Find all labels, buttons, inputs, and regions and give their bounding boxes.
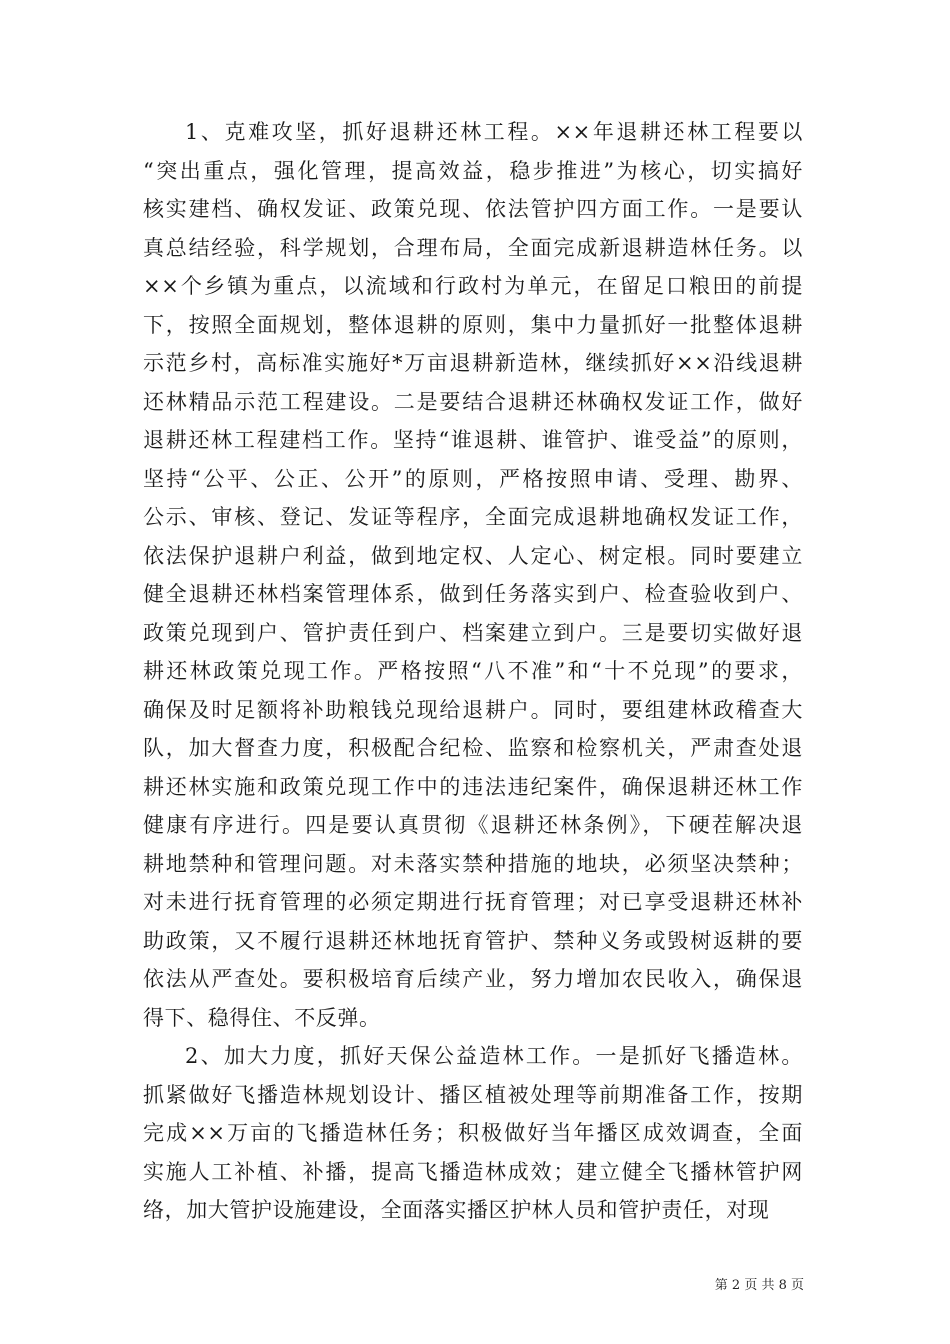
paragraph-line: 退耕还林工程建档工作。坚持“谁退耕、谁管护、谁受益”的原则， (143, 428, 803, 452)
paragraph-line: 依法保护退耕户利益，做到地定权、人定心、树定根。同时要建立 (143, 543, 803, 568)
paragraph-line: 还林精品示范工程建设。二是要结合退耕还林确权发证工作，做好 (143, 389, 803, 414)
paragraph-line: 示范乡村，高标准实施好*万亩退耕新造林，继续抓好××沿线退耕 (143, 351, 803, 375)
paragraph-line: 坚持“公平、公正、公开”的原则，严格按照申请、受理、勘界、 (143, 466, 803, 491)
document-body (143, 113, 803, 1230)
paragraph-line: 核实建档、确权发证、政策兑现、依法管护四方面工作。一是要认 (143, 197, 803, 221)
paragraph-line: 抓紧做好飞播造林规划设计、播区植被处理等前期准备工作，按期 (143, 1082, 803, 1107)
paragraph-line: 2、加大力度，抓好天保公益造林工作。一是抓好飞播造林。 (185, 1044, 803, 1068)
paragraph-line: 政策兑现到户、管护责任到户、档案建立到户。三是要切实做好退 (143, 620, 803, 645)
paragraph (143, 113, 803, 1037)
paragraph-line: 1、克难攻坚，抓好退耕还林工程。××年退耕还林工程要以 (185, 120, 803, 144)
paragraph (143, 1037, 803, 1230)
paragraph-line: 健康有序进行。四是要认真贯彻《退耕还林条例》，下硬茬解决退 (143, 813, 803, 837)
paragraph-line: 耕地禁种和管理问题。对未落实禁种措施的地块，必须坚决禁种； (143, 851, 803, 876)
paragraph-line: 公示、审核、登记、发证等程序，全面完成退耕地确权发证工作， (143, 505, 803, 529)
paragraph-line: 健全退耕还林档案管理体系，做到任务落实到户、检查验收到户、 (143, 582, 803, 606)
paragraph-line: 实施人工补植、补播，提高飞播造林成效；建立健全飞播林管护网 (143, 1159, 803, 1184)
paragraph-line: 完成××万亩的飞播造林任务；积极做好当年播区成效调查，全面 (143, 1121, 803, 1145)
paragraph-line: 下，按照全面规划，整体退耕的原则，集中力量抓好一批整体退耕 (143, 312, 803, 337)
paragraph-line: 依法从严查处。要积极培育后续产业，努力增加农民收入，确保退 (143, 967, 803, 991)
paragraph-line: 确保及时足额将补助粮钱兑现给退耕户。同时，要组建林政稽查大 (143, 697, 803, 722)
paragraph-line: 队，加大督查力度，积极配合纪检、监察和检察机关，严肃查处退 (143, 736, 803, 760)
paragraph-line: 对未进行抚育管理的必须定期进行抚育管理；对已享受退耕还林补 (143, 890, 803, 914)
paragraph-line: 真总结经验，科学规划，合理布局，全面完成新退耕造林任务。以 (143, 235, 803, 260)
paragraph-line: 得下、稳得住、不反弹。 (143, 1005, 381, 1030)
paragraph-line: 助政策，又不履行退耕还林地抚育管护、禁种义务或毁树返耕的要 (143, 928, 803, 953)
paragraph-line: ××个乡镇为重点，以流域和行政村为单元，在留足口粮田的前提 (143, 274, 803, 298)
page-number-footer: 第 2 页 共 8 页 (714, 1278, 804, 1293)
paragraph-line: 耕还林政策兑现工作。严格按照“八不准”和“十不兑现”的要求， (143, 659, 803, 683)
paragraph-line: “突出重点，强化管理，提高效益，稳步推进”为核心，切实搞好 (143, 158, 803, 183)
paragraph-line: 耕还林实施和政策兑现工作中的违法违纪案件，确保退耕还林工作 (143, 774, 803, 799)
paragraph-line: 络，加大管护设施建设，全面落实播区护林人员和管护责任，对现 (143, 1198, 770, 1222)
